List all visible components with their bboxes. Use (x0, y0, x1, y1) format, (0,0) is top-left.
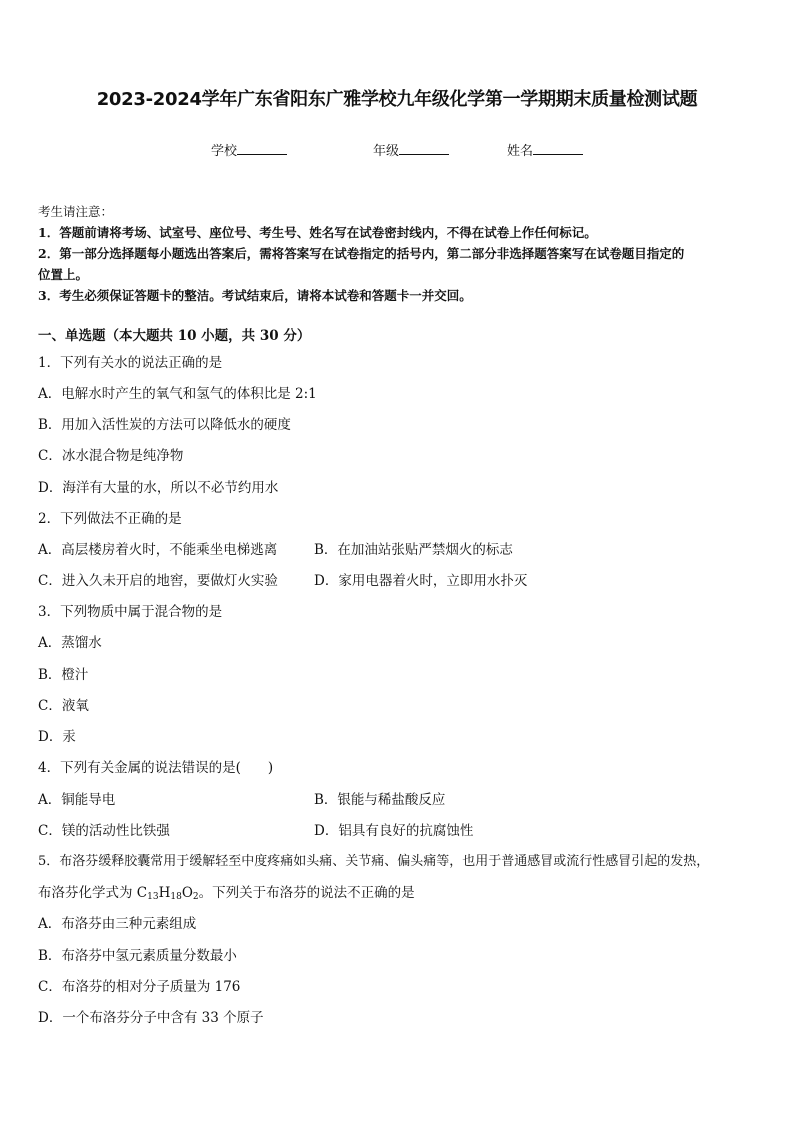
exam-notes (38, 201, 760, 306)
q4-option-c[interactable]: C．镁的活动性比铁强 (38, 823, 170, 839)
note-item-2: 2．第一部分选择题每小题选出答案后，需将答案写在试卷指定的括号内，第二部分非选择题答案写在试卷题目指定的 (38, 246, 685, 261)
q3-option-a[interactable]: A．蒸馏水 (38, 635, 102, 651)
q1-option-d[interactable]: D．海洋有大量的水，所以不必节约用水 (38, 480, 279, 496)
q1-option-b[interactable]: B．用加入活性炭的方法可以降低水的硬度 (38, 417, 291, 433)
section-heading: 一、单选题（本大题共 10 小题，共 30 分） (38, 328, 311, 344)
q4-option-b[interactable]: B．银能与稀盐酸反应 (314, 792, 446, 808)
notes-heading: 考生请注意： (38, 204, 114, 219)
q3-stem: 3．下列物质中属于混合物的是 (38, 604, 223, 620)
q3-option-d[interactable]: D．汞 (38, 729, 76, 745)
q3-option-c[interactable]: C．液氧 (38, 698, 89, 714)
name-blank[interactable] (533, 140, 583, 155)
q5-stem-line2 (38, 883, 415, 907)
q3-option-b[interactable]: B．橙汁 (38, 667, 89, 683)
q5-stem-suffix: 。下列关于布洛芬的说法不正确的是 (198, 885, 415, 901)
q2-option-d[interactable]: D．家用电器着火时，立即用水扑灭 (314, 573, 528, 589)
formula-h: H (158, 885, 171, 901)
grade-field (373, 140, 449, 161)
q4-stem: 4．下列有关金属的说法错误的是( ) (38, 760, 274, 776)
q2-option-c[interactable]: C．进入久未开启的地窖，要做灯火实验 (38, 573, 278, 589)
grade-blank[interactable] (399, 140, 449, 155)
school-field (211, 140, 287, 161)
name-label: 姓名 (507, 144, 534, 159)
name-field (507, 140, 583, 161)
formula-subscript-h: 18 (170, 892, 182, 902)
formula-subscript-c: 13 (147, 892, 159, 902)
q5-option-d[interactable]: D．一个布洛芬分子中含有 33 个原子 (38, 1010, 264, 1026)
q5-stem-prefix: 布洛芬化学式为 C (38, 885, 148, 901)
q5-option-b[interactable]: B．布洛芬中氢元素质量分数最小 (38, 948, 237, 964)
note-item-2-cont: 位置上。 (38, 267, 89, 282)
formula-o: O (181, 885, 193, 901)
grade-label: 年级 (373, 144, 400, 159)
formula-subscript-o: 2 (192, 892, 199, 902)
note-item-1: 1．答题前请将考场、试室号、座位号、考生号、姓名写在试卷密封线内，不得在试卷上作任何标记。 (38, 225, 597, 240)
school-label: 学校 (211, 144, 238, 159)
page-title: 2023-2024学年广东省阳东广雅学校九年级化学第一学期期末质量检测试题 (96, 89, 698, 110)
q5-option-a[interactable]: A．布洛芬由三种元素组成 (38, 916, 197, 932)
q2-option-a[interactable]: A．高层楼房着火时，不能乘坐电梯逃离 (38, 542, 278, 558)
q1-stem: 1．下列有关水的说法正确的是 (38, 355, 223, 371)
q4-option-a[interactable]: A．铜能导电 (38, 792, 116, 808)
q2-option-b[interactable]: B．在加油站张贴严禁烟火的标志 (314, 542, 513, 558)
q4-option-d[interactable]: D．铝具有良好的抗腐蚀性 (314, 823, 474, 839)
note-item-3: 3．考生必须保证答题卡的整洁。考试结束后，请将本试卷和答题卡一并交回。 (38, 288, 472, 303)
q5-option-c[interactable]: C．布洛芬的相对分子质量为 176 (38, 979, 241, 995)
q2-stem: 2．下列做法不正确的是 (38, 511, 182, 527)
q1-option-a[interactable]: A．电解水时产生的氧气和氢气的体积比是 2:1 (38, 386, 317, 402)
school-blank[interactable] (237, 140, 287, 155)
q1-option-c[interactable]: C．冰水混合物是纯净物 (38, 448, 184, 464)
q5-stem-line1: 5．布洛芬缓释胶囊常用于缓解轻至中度疼痛如头痛、关节痛、偏头痛等，也用于普通感冒或流行性感冒引起的发热， (38, 854, 710, 869)
